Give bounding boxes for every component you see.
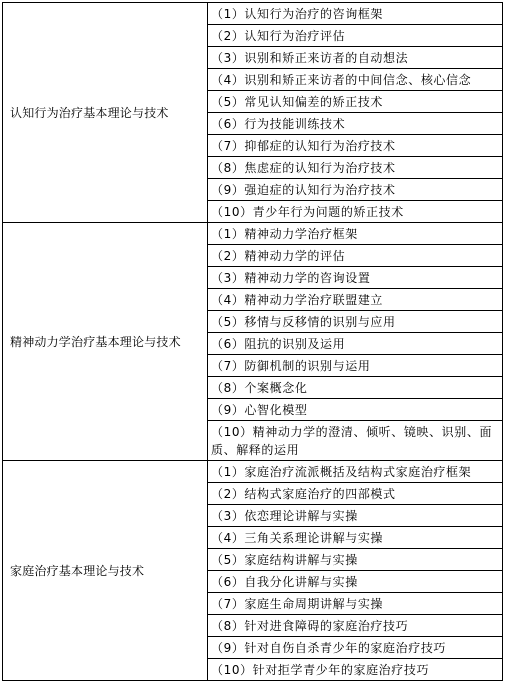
list-item: （6）阻抗的识别及运用: [208, 333, 503, 355]
list-item: （6）自我分化讲解与实操: [208, 571, 503, 593]
list-item: （7）家庭生命周期讲解与实操: [208, 593, 503, 615]
list-item: （8）焦虑症的认知行为治疗技术: [208, 157, 503, 179]
list-item: （8）个案概念化: [208, 377, 503, 399]
list-item: （1）认知行为治疗的咨询框架: [208, 3, 503, 25]
table-row: [3, 223, 503, 245]
list-item: （2）认知行为治疗评估: [208, 25, 503, 47]
list-item: （3）精神动力学的咨询设置: [208, 267, 503, 289]
list-item: （4）精神动力学治疗联盟建立: [208, 289, 503, 311]
list-item: （2）精神动力学的评估: [208, 245, 503, 267]
list-item: （7）防御机制的识别与运用: [208, 355, 503, 377]
category-family-therapy: 家庭治疗基本理论与技术: [3, 461, 208, 681]
list-item: （7）抑郁症的认知行为治疗技术: [208, 135, 503, 157]
list-item: （3）识别和矫正来访者的自动想法: [208, 47, 503, 69]
curriculum-table: [2, 2, 503, 681]
list-item: （10）青少年行为问题的矫正技术: [208, 201, 503, 223]
list-item: （4）识别和矫正来访者的中间信念、核心信念: [208, 69, 503, 91]
list-item: （5）移情与反移情的识别与应用: [208, 311, 503, 333]
list-item: （5）家庭结构讲解与实操: [208, 549, 503, 571]
list-item: （4）三角关系理论讲解与实操: [208, 527, 503, 549]
list-item: （6）行为技能训练技术: [208, 113, 503, 135]
list-item: （2）结构式家庭治疗的四部模式: [208, 483, 503, 505]
list-item: （9）针对自伤自杀青少年的家庭治疗技巧: [208, 637, 503, 659]
category-cbt: 认知行为治疗基本理论与技术: [3, 3, 208, 223]
table-row: [3, 461, 503, 483]
list-item: （5）常见认知偏差的矫正技术: [208, 91, 503, 113]
category-psychodynamic: 精神动力学治疗基本理论与技术: [3, 223, 208, 461]
list-item: （1）家庭治疗流派概括及结构式家庭治疗框架: [208, 461, 503, 483]
list-item: （3）依恋理论讲解与实操: [208, 505, 503, 527]
list-item: （10）精神动力学的澄清、倾听、镜映、识别、面质、解释的运用: [208, 421, 503, 461]
list-item: （1）精神动力学治疗框架: [208, 223, 503, 245]
list-item: （9）心智化模型: [208, 399, 503, 421]
list-item: （10）针对拒学青少年的家庭治疗技巧: [208, 659, 503, 681]
list-item: （9）强迫症的认知行为治疗技术: [208, 179, 503, 201]
table-row: [3, 3, 503, 25]
list-item: （8）针对进食障碍的家庭治疗技巧: [208, 615, 503, 637]
